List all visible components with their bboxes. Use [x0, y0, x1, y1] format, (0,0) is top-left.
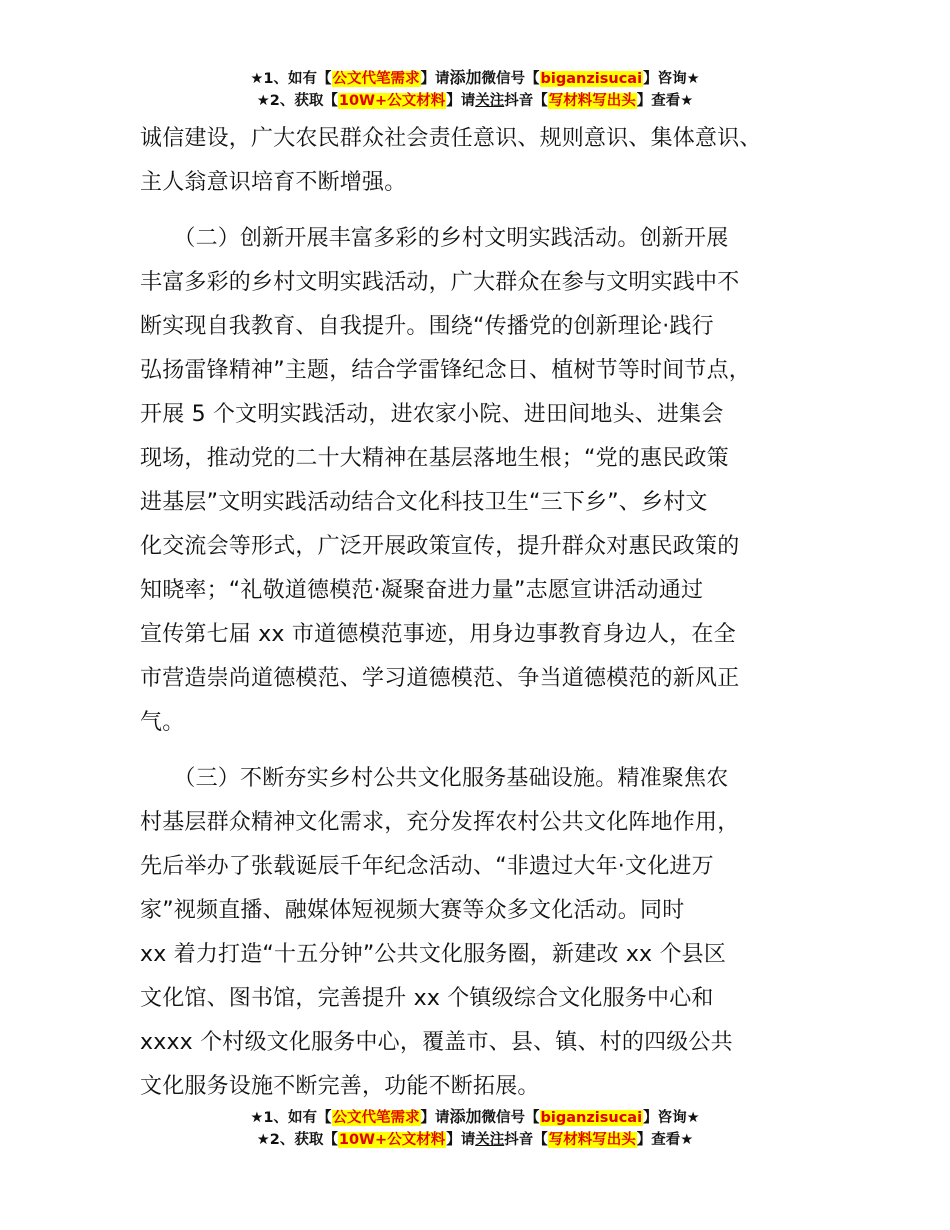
paragraph-line: 宣传第七届 xx 市道德模范事迹，用身边事教育身边人，在全: [140, 622, 736, 647]
highlight-douyin-account: 写材料写出头: [548, 93, 636, 109]
banner-text: 】请: [420, 1110, 450, 1126]
paragraph-line: 进基层”文明实践活动结合文化科技卫生“三下乡”、乡村文: [140, 490, 708, 515]
banner-text: ★1、如有【: [250, 1110, 332, 1126]
highlight-service: 公文代笔需求: [332, 71, 420, 87]
paragraph-line: 文化服务设施不断完善，功能不断拓展。: [140, 1074, 540, 1099]
section-heading-line: （三）不断夯实乡村公共文化服务基础设施。精准聚焦农: [140, 766, 729, 791]
highlight-douyin-account: 写材料写出头: [548, 1132, 636, 1148]
paragraph-line: 家”视频直播、融媒体短视频大赛等众多文化活动。同时: [140, 898, 685, 923]
banner-text: ★2、获取【: [256, 1132, 338, 1148]
banner-line-1: [0, 1106, 950, 1129]
banner-text: 】咨询★: [643, 71, 700, 87]
paragraph-line: 弘扬雷锋精神”主题，结合学雷锋纪念日、植树节等时间节点，: [140, 358, 751, 383]
paragraph-line: 开展 5 个文明实践活动，进农家小院、进田间地头、进集会: [140, 402, 724, 427]
paragraph-line: 市营造崇尚道德模范、学习道德模范、争当道德模范的新风正: [140, 666, 740, 691]
banner-text: 微信号【: [481, 1110, 540, 1126]
paragraph-line: 村基层群众精神文化需求，充分发挥农村公共文化阵地作用，: [140, 810, 740, 835]
banner-text: 】查看★: [636, 93, 694, 109]
banner-emphasis: 添加: [449, 1107, 482, 1126]
paragraph-line: xx 着力打造“十五分钟”公共文化服务圈，新建改 xx 个县区: [140, 942, 727, 967]
banner-line-1: [0, 67, 950, 90]
banner-text: 】查看★: [636, 1132, 694, 1148]
highlight-materials: 10W+公文材料: [338, 1132, 446, 1148]
section-heading-line: （二）创新开展丰富多彩的乡村文明实践活动。创新开展: [140, 226, 729, 251]
paragraph-line: 气。: [140, 710, 185, 735]
banner-emphasis: 关注: [475, 93, 505, 109]
footer-banner: [0, 1106, 950, 1151]
paragraph-line: 文化馆、图书馆，完善提升 xx 个镇级综合文化服务中心和: [140, 986, 714, 1011]
banner-text: ★1、如有【: [250, 71, 332, 87]
banner-text: 】请: [446, 1132, 476, 1148]
banner-text: 抖音【: [504, 1132, 548, 1148]
banner-text: 】咨询★: [643, 1110, 700, 1126]
paragraph-line: 化交流会等形式，广泛开展政策宣传，提升群众对惠民政策的: [140, 534, 740, 559]
banner-emphasis: 添加: [449, 68, 482, 87]
highlight-wechat-id: biganzisucai: [540, 71, 643, 87]
document-body: [140, 117, 840, 1109]
paragraph-line: xxxx 个村级文化服务中心，覆盖市、县、镇、村的四级公共: [140, 1030, 733, 1055]
paragraph-line: 诚信建设，广大农民群众社会责任意识、规则意识、集体意识、: [140, 126, 762, 151]
banner-text: ★2、获取【: [256, 93, 338, 109]
highlight-service: 公文代笔需求: [332, 1110, 420, 1126]
paragraph-line: 知晓率；“礼敬道德模范·凝聚奋进力量”志愿宣讲活动通过: [140, 578, 704, 603]
banner-text: 】请: [420, 71, 450, 87]
paragraph-line: 丰富多彩的乡村文明实践活动，广大群众在参与文明实践中不: [140, 270, 740, 295]
banner-line-2: [0, 1129, 950, 1151]
highlight-wechat-id: biganzisucai: [540, 1110, 643, 1126]
banner-text: 】请: [446, 93, 476, 109]
paragraph-line: 现场，推动党的二十大精神在基层落地生根；“党的惠民政策: [140, 446, 729, 471]
highlight-materials: 10W+公文材料: [338, 93, 446, 109]
paragraph-line: 主人翁意识培育不断增强。: [140, 170, 407, 195]
banner-emphasis: 关注: [475, 1132, 505, 1148]
header-banner: [0, 67, 950, 112]
banner-text: 微信号【: [481, 71, 540, 87]
paragraph-line: 先后举办了张载诞辰千年纪念活动、“非遗过大年·文化进万: [140, 854, 714, 879]
paragraph-line: 断实现自我教育、自我提升。围绕“传播党的创新理论·践行: [140, 314, 714, 339]
banner-text: 抖音【: [504, 93, 548, 109]
banner-line-2: [0, 90, 950, 112]
